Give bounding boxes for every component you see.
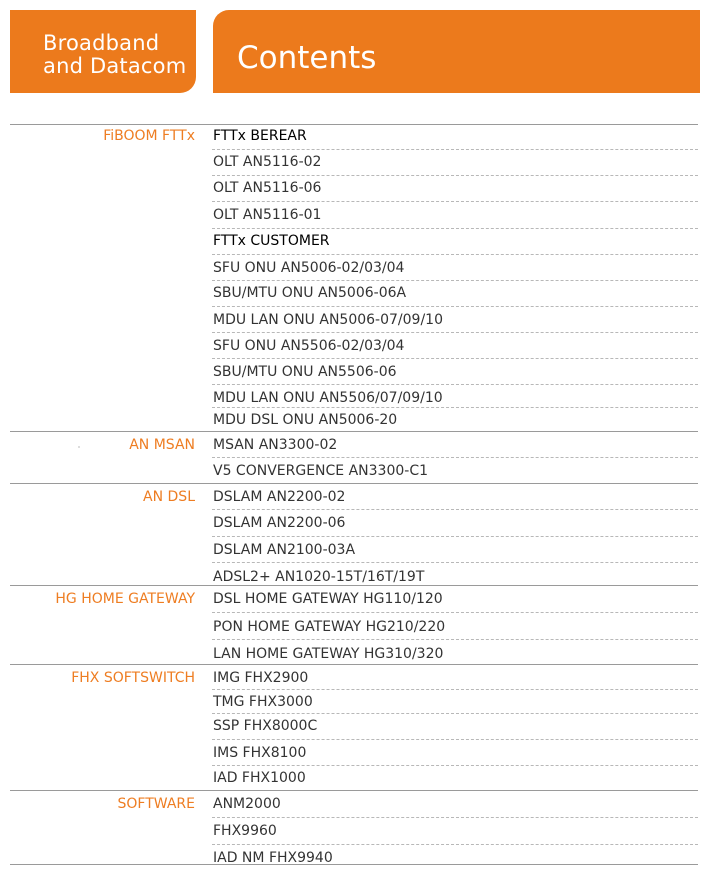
toc-entry[interactable]: OLT AN5116-06 [213, 180, 322, 196]
toc-entry[interactable]: IMG FHX2900 [213, 670, 309, 686]
toc-entry[interactable]: ANM2000 [213, 796, 281, 812]
entry-separator [212, 175, 698, 176]
entry-separator [212, 844, 698, 845]
section-divider [10, 483, 698, 484]
entry-separator [212, 280, 698, 281]
section-divider [10, 124, 698, 125]
toc-entry[interactable]: MDU LAN ONU AN5506/07/09/10 [213, 390, 443, 406]
entry-separator [212, 332, 698, 333]
toc-entry[interactable]: TMG FHX3000 [213, 694, 313, 710]
entry-separator [212, 358, 698, 359]
brand-line-2: and Datacom [43, 54, 187, 78]
entry-separator [212, 713, 698, 714]
entry-separator [212, 739, 698, 740]
entry-separator [212, 457, 698, 458]
page-title: Contents [237, 40, 377, 76]
toc-entry[interactable]: OLT AN5116-02 [213, 154, 322, 170]
entry-separator [212, 149, 698, 150]
entry-separator [212, 306, 698, 307]
entry-separator [212, 612, 698, 613]
brand-line-1: Broadband [43, 31, 160, 55]
toc-entry[interactable]: LAN HOME GATEWAY HG310/320 [213, 646, 444, 662]
speck [78, 446, 80, 448]
toc-entry[interactable]: PON HOME GATEWAY HG210/220 [213, 619, 446, 635]
toc-entry[interactable]: OLT AN5116-01 [213, 207, 322, 223]
toc-entry[interactable]: DSLAM AN2200-02 [213, 489, 346, 505]
section-divider [10, 664, 698, 665]
category-label: HG HOME GATEWAY [55, 591, 195, 607]
category-label: FiBOOM FTTx [103, 128, 195, 144]
toc-entry[interactable]: MDU LAN ONU AN5006-07/09/10 [213, 312, 443, 328]
toc-entry[interactable]: MSAN AN3300-02 [213, 437, 338, 453]
entry-separator [212, 689, 698, 690]
toc-entry[interactable]: SFU ONU AN5006-02/03/04 [213, 260, 405, 276]
entry-separator [212, 228, 698, 229]
subsection-heading: FTTx BEREAR [213, 128, 307, 144]
toc-entry[interactable]: DSLAM AN2100-03A [213, 542, 356, 558]
entry-separator [212, 639, 698, 640]
entry-separator [212, 536, 698, 537]
section-divider [10, 864, 698, 865]
toc-entry[interactable]: SBU/MTU ONU AN5506-06 [213, 364, 397, 380]
entry-separator [212, 384, 698, 385]
entry-separator [212, 407, 698, 408]
brand-title [43, 32, 186, 78]
toc-entry[interactable]: IMS FHX8100 [213, 745, 307, 761]
toc-entry[interactable]: SBU/MTU ONU AN5006-06A [213, 285, 407, 301]
entry-separator [212, 765, 698, 766]
toc-entry[interactable]: ADSL2+ AN1020-15T/16T/19T [213, 569, 425, 585]
toc-entry[interactable]: SSP FHX8000C [213, 718, 318, 734]
category-label: AN DSL [143, 489, 195, 505]
section-divider [10, 431, 698, 432]
entry-separator [212, 562, 698, 563]
toc-entry[interactable]: FHX9960 [213, 823, 277, 839]
subsection-heading: FTTx CUSTOMER [213, 233, 330, 249]
entry-separator [212, 509, 698, 510]
toc-entry[interactable]: IAD FHX1000 [213, 770, 306, 786]
entry-separator [212, 201, 698, 202]
toc-entry[interactable]: MDU DSL ONU AN5006-20 [213, 412, 398, 428]
category-label: SOFTWARE [117, 796, 195, 812]
toc-entry[interactable]: DSL HOME GATEWAY HG110/120 [213, 591, 443, 607]
title-tab [213, 10, 700, 93]
entry-separator [212, 817, 698, 818]
category-label: AN MSAN [129, 437, 195, 453]
section-divider [10, 790, 698, 791]
entry-separator [212, 254, 698, 255]
toc-entry[interactable]: IAD NM FHX9940 [213, 850, 333, 866]
toc-entry[interactable]: DSLAM AN2200-06 [213, 515, 346, 531]
category-label: FHX SOFTSWITCH [71, 670, 195, 686]
toc-entry[interactable]: SFU ONU AN5506-02/03/04 [213, 338, 405, 354]
brand-tab [10, 10, 196, 93]
toc-entry[interactable]: V5 CONVERGENCE AN3300-C1 [213, 463, 429, 479]
